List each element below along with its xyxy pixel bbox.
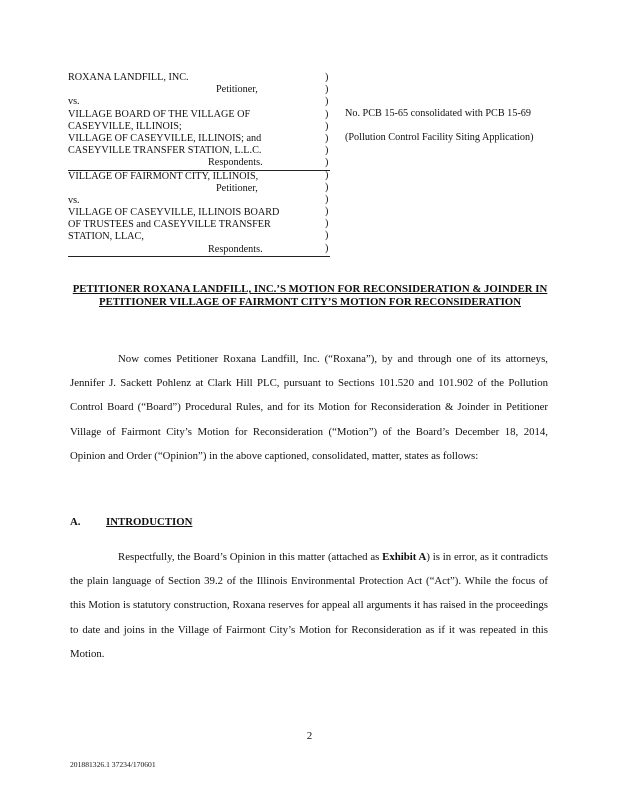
- caption-paren: ): [325, 218, 329, 230]
- caption-line: Respondents.: [208, 243, 263, 255]
- caption-rule: [68, 256, 330, 257]
- caption-line: VILLAGE OF CASEYVILLE, ILLINOIS; and: [68, 132, 262, 144]
- caption-line: CASEYVILLE, ILLINOIS;: [68, 120, 182, 132]
- caption-line: STATION, LLAC,: [68, 231, 144, 243]
- caption-line: VILLAGE BOARD OF THE VILLAGE OF: [68, 108, 251, 120]
- paragraph-text-after: ) is in error, as it contradicts the plain language of Section 39.2 of the Illinois Environmental Protection Act (“Act”). While the focus of this Motion is statutory construction, Roxana reserves for appeal all arguments it has raised in the proceedings to date and joins in the Village of Fairmont City’s Motion for Reconsideration as if it was repeated in this Motion.: [70, 551, 548, 660]
- section-heading: [70, 516, 192, 528]
- caption-line: Respondents.: [208, 157, 263, 169]
- caption-parentheses: [325, 72, 333, 255]
- caption-paren: ): [325, 108, 329, 120]
- caption-paren: ): [325, 120, 329, 132]
- caption-parties: [68, 72, 324, 257]
- caption-paren: ): [325, 181, 329, 193]
- caption-paren: ): [325, 169, 329, 181]
- caption-paren: ): [325, 157, 329, 169]
- caption-paren: ): [325, 145, 329, 157]
- section-title: INTRODUCTION: [106, 516, 193, 528]
- intro-paragraph: Now comes Petitioner Roxana Landfill, Inc. (“Roxana”), by and through one of its attorneys, Jennifer J. Sackett Pohlenz at Clark Hill PLC, pursuant to Sections 101.520 and 101.902 of the Pollution Control Board (“Board”) Procedural Rules, and for its Motion for Reconsideration & Joinder in Petitioner Village of Fairmont City’s Motion for Reconsideration (“Motion”) of the Board’s December 18, 2014, Opinion and Order (“Opinion”) in the above captioned, consolidated, matter, states as follows:: [70, 353, 548, 462]
- caption-line: Petitioner,: [216, 84, 258, 96]
- exhibit-reference: Exhibit A: [382, 551, 427, 563]
- caption-line: VILLAGE OF CASEYVILLE, ILLINOIS BOARD: [68, 207, 280, 219]
- caption-line: OF TRUSTEES and CASEYVILLE TRANSFER: [68, 219, 271, 231]
- caption-line: ROXANA LANDFILL, INC.: [68, 72, 189, 83]
- caption-paren: ): [325, 72, 329, 83]
- caption-line: CASEYVILLE TRANSFER STATION, L.L.C.: [68, 145, 262, 157]
- case-number: No. PCB 15-65 consolidated with PCB 15-69: [345, 108, 531, 119]
- caption-paren: ): [325, 96, 329, 108]
- motion-title: PETITIONER ROXANA LANDFILL, INC.’S MOTION FOR RECONSIDERATION & JOINDER IN PETITIONER VILLAGE OF FAIRMONT CITY’S MOTION FOR RECONSIDERATION: [72, 283, 548, 309]
- page-number: 2: [306, 730, 313, 742]
- caption-line: vs.: [68, 96, 80, 108]
- caption-line: vs.: [68, 194, 80, 206]
- caption-paren: ): [325, 193, 329, 205]
- caption-paren: ): [325, 206, 329, 218]
- caption-line: VILLAGE OF FAIRMONT CITY, ILLINOIS,: [68, 170, 259, 182]
- introduction-paragraph: [70, 545, 548, 666]
- caption-paren: ): [325, 230, 329, 242]
- caption-paren: ): [325, 242, 329, 254]
- caption-paren: ): [325, 132, 329, 144]
- document-footer-id: 201881326.1 37234/170601: [70, 760, 156, 769]
- paragraph-text-before: Respectfully, the Board’s Opinion in this matter (attached as: [118, 551, 383, 563]
- caption-case-info: [345, 108, 545, 144]
- case-type: (Pollution Control Facility Siting Application): [345, 132, 534, 144]
- caption-line: Petitioner,: [216, 182, 258, 194]
- caption-paren: ): [325, 84, 329, 96]
- section-number: A.: [70, 516, 81, 528]
